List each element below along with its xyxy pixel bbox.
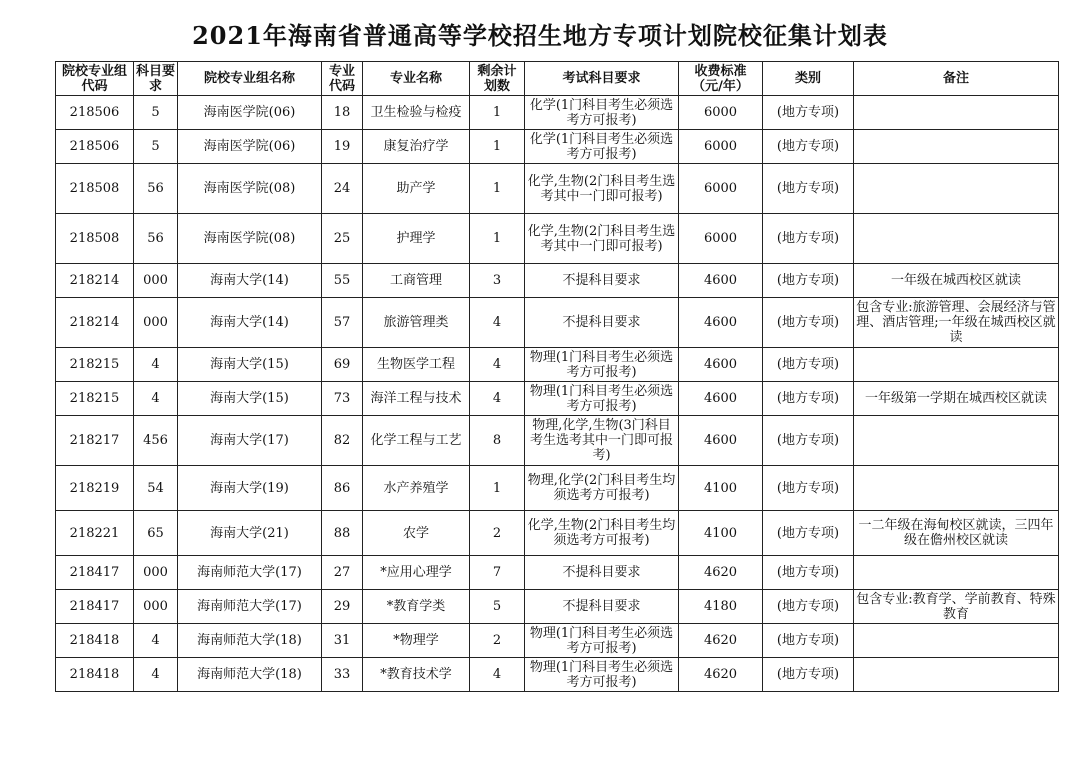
cell-fee: 4600: [679, 264, 763, 298]
col-header-exam-req: 考试科目要求: [525, 62, 679, 96]
plan-table: [55, 61, 1059, 692]
cell-group-name: 海南医学院(06): [178, 130, 322, 164]
table-row: [56, 466, 1059, 511]
cell-group-name: 海南医学院(06): [178, 96, 322, 130]
cell-remaining: 1: [470, 214, 525, 264]
cell-fee: 4600: [679, 348, 763, 382]
cell-remaining: 4: [470, 348, 525, 382]
cell-major-code: 86: [322, 466, 363, 511]
cell-subject-req: 000: [134, 556, 178, 590]
table-row: [56, 348, 1059, 382]
cell-subject-req: 4: [134, 348, 178, 382]
cell-note: 一年级在城西校区就读: [854, 264, 1059, 298]
table-row: [56, 164, 1059, 214]
cell-fee: 4100: [679, 466, 763, 511]
cell-exam-req: 不提科目要求: [525, 556, 679, 590]
col-header-major-name: 专业名称: [363, 62, 470, 96]
cell-subject-req: 4: [134, 624, 178, 658]
cell-note: 包含专业:教育学、学前教育、特殊教育: [854, 590, 1059, 624]
cell-major-name: 卫生检验与检疫: [363, 96, 470, 130]
col-header-fee: 收费标准（元/年）: [679, 62, 763, 96]
cell-subject-req: 56: [134, 214, 178, 264]
cell-fee: 6000: [679, 130, 763, 164]
cell-exam-req: 不提科目要求: [525, 298, 679, 348]
cell-group-name: 海南师范大学(17): [178, 590, 322, 624]
cell-fee: 4100: [679, 511, 763, 556]
cell-major-code: 82: [322, 416, 363, 466]
col-header-group-name: 院校专业组名称: [178, 62, 322, 96]
table-row: [56, 214, 1059, 264]
cell-fee: 6000: [679, 164, 763, 214]
cell-group-code: 218418: [56, 624, 134, 658]
cell-category: (地方专项): [763, 624, 854, 658]
cell-major-name: 护理学: [363, 214, 470, 264]
cell-exam-req: 不提科目要求: [525, 590, 679, 624]
table-row: [56, 264, 1059, 298]
cell-exam-req: 化学(1门科目考生必须选考方可报考): [525, 96, 679, 130]
cell-note: [854, 556, 1059, 590]
cell-category: (地方专项): [763, 96, 854, 130]
col-header-group-code: 院校专业组代码: [56, 62, 134, 96]
cell-group-code: 218221: [56, 511, 134, 556]
cell-fee: 4620: [679, 624, 763, 658]
cell-major-code: 57: [322, 298, 363, 348]
cell-major-code: 24: [322, 164, 363, 214]
cell-category: (地方专项): [763, 556, 854, 590]
cell-major-code: 31: [322, 624, 363, 658]
cell-group-code: 218508: [56, 214, 134, 264]
cell-remaining: 1: [470, 164, 525, 214]
cell-major-name: 工商管理: [363, 264, 470, 298]
cell-note: 一年级第一学期在城西校区就读: [854, 382, 1059, 416]
cell-fee: 4180: [679, 590, 763, 624]
cell-major-code: 25: [322, 214, 363, 264]
table-row: [56, 416, 1059, 466]
cell-fee: 4600: [679, 298, 763, 348]
cell-remaining: 2: [470, 511, 525, 556]
cell-note: 包含专业:旅游管理、会展经济与管理、酒店管理;一年级在城西校区就读: [854, 298, 1059, 348]
cell-note: [854, 164, 1059, 214]
cell-category: (地方专项): [763, 164, 854, 214]
cell-fee: 4620: [679, 658, 763, 692]
cell-group-name: 海南师范大学(18): [178, 658, 322, 692]
cell-major-code: 88: [322, 511, 363, 556]
table-row: [56, 382, 1059, 416]
cell-exam-req: 不提科目要求: [525, 264, 679, 298]
cell-major-code: 69: [322, 348, 363, 382]
cell-remaining: 4: [470, 382, 525, 416]
cell-subject-req: 000: [134, 264, 178, 298]
cell-major-name: *教育学类: [363, 590, 470, 624]
cell-category: (地方专项): [763, 298, 854, 348]
cell-major-code: 33: [322, 658, 363, 692]
table-header: [56, 62, 1059, 96]
cell-subject-req: 4: [134, 658, 178, 692]
cell-remaining: 1: [470, 96, 525, 130]
cell-note: [854, 348, 1059, 382]
cell-remaining: 1: [470, 130, 525, 164]
cell-group-code: 218508: [56, 164, 134, 214]
cell-fee: 4600: [679, 382, 763, 416]
cell-note: [854, 130, 1059, 164]
cell-exam-req: 物理,化学,生物(3门科目考生选考其中一门即可报考): [525, 416, 679, 466]
cell-subject-req: 000: [134, 590, 178, 624]
cell-fee: 6000: [679, 214, 763, 264]
cell-category: (地方专项): [763, 382, 854, 416]
cell-major-name: 农学: [363, 511, 470, 556]
cell-remaining: 3: [470, 264, 525, 298]
cell-group-name: 海南大学(15): [178, 382, 322, 416]
cell-major-name: 助产学: [363, 164, 470, 214]
cell-group-code: 218417: [56, 590, 134, 624]
table-row: [56, 96, 1059, 130]
table-row: [56, 556, 1059, 590]
cell-remaining: 4: [470, 658, 525, 692]
cell-major-code: 19: [322, 130, 363, 164]
cell-exam-req: 物理(1门科目考生必须选考方可报考): [525, 658, 679, 692]
cell-fee: 4600: [679, 416, 763, 466]
col-header-subject-req: 科目要求: [134, 62, 178, 96]
cell-group-name: 海南大学(14): [178, 264, 322, 298]
cell-group-code: 218219: [56, 466, 134, 511]
cell-note: [854, 416, 1059, 466]
cell-major-name: 生物医学工程: [363, 348, 470, 382]
cell-major-code: 55: [322, 264, 363, 298]
table-row: [56, 590, 1059, 624]
cell-subject-req: 54: [134, 466, 178, 511]
cell-subject-req: 56: [134, 164, 178, 214]
cell-category: (地方专项): [763, 590, 854, 624]
cell-group-code: 218215: [56, 348, 134, 382]
cell-remaining: 4: [470, 298, 525, 348]
cell-major-name: 水产养殖学: [363, 466, 470, 511]
cell-note: [854, 214, 1059, 264]
cell-remaining: 8: [470, 416, 525, 466]
cell-group-code: 218214: [56, 264, 134, 298]
cell-subject-req: 4: [134, 382, 178, 416]
cell-group-code: 218214: [56, 298, 134, 348]
cell-group-code: 218417: [56, 556, 134, 590]
cell-note: [854, 466, 1059, 511]
table-row: [56, 658, 1059, 692]
table-row: [56, 298, 1059, 348]
cell-major-name: *应用心理学: [363, 556, 470, 590]
cell-remaining: 7: [470, 556, 525, 590]
cell-category: (地方专项): [763, 658, 854, 692]
cell-note: [854, 96, 1059, 130]
cell-category: (地方专项): [763, 264, 854, 298]
cell-major-name: 化学工程与工艺: [363, 416, 470, 466]
cell-note: [854, 658, 1059, 692]
cell-group-name: 海南医学院(08): [178, 164, 322, 214]
col-header-note: 备注: [854, 62, 1059, 96]
cell-note: 一二年级在海甸校区就读，三四年级在儋州校区就读: [854, 511, 1059, 556]
cell-subject-req: 000: [134, 298, 178, 348]
cell-major-name: 海洋工程与技术: [363, 382, 470, 416]
table-row: [56, 624, 1059, 658]
cell-group-name: 海南师范大学(18): [178, 624, 322, 658]
table-row: [56, 130, 1059, 164]
cell-fee: 4620: [679, 556, 763, 590]
header-row: [56, 62, 1059, 96]
col-header-category: 类别: [763, 62, 854, 96]
cell-group-name: 海南医学院(08): [178, 214, 322, 264]
page-title: 2021年海南省普通高等学校招生地方专项计划院校征集计划表: [192, 21, 888, 50]
cell-exam-req: 化学(1门科目考生必须选考方可报考): [525, 130, 679, 164]
cell-category: (地方专项): [763, 416, 854, 466]
col-header-remaining: 剩余计划数: [470, 62, 525, 96]
cell-group-name: 海南师范大学(17): [178, 556, 322, 590]
cell-remaining: 2: [470, 624, 525, 658]
cell-group-code: 218506: [56, 130, 134, 164]
cell-category: (地方专项): [763, 511, 854, 556]
cell-exam-req: 物理(1门科目考生必须选考方可报考): [525, 348, 679, 382]
cell-group-name: 海南大学(15): [178, 348, 322, 382]
cell-group-code: 218217: [56, 416, 134, 466]
cell-major-code: 18: [322, 96, 363, 130]
cell-exam-req: 化学,生物(2门科目考生选考其中一门即可报考): [525, 164, 679, 214]
cell-fee: 6000: [679, 96, 763, 130]
cell-subject-req: 456: [134, 416, 178, 466]
table-row: [56, 511, 1059, 556]
cell-exam-req: 物理(1门科目考生必须选考方可报考): [525, 382, 679, 416]
cell-exam-req: 化学,生物(2门科目考生均须选考方可报考): [525, 511, 679, 556]
cell-group-code: 218215: [56, 382, 134, 416]
cell-exam-req: 物理,化学(2门科目考生均须选考方可报考): [525, 466, 679, 511]
cell-major-name: *教育技术学: [363, 658, 470, 692]
cell-category: (地方专项): [763, 348, 854, 382]
cell-subject-req: 5: [134, 130, 178, 164]
cell-category: (地方专项): [763, 130, 854, 164]
cell-group-name: 海南大学(14): [178, 298, 322, 348]
cell-note: [854, 624, 1059, 658]
cell-major-name: 旅游管理类: [363, 298, 470, 348]
cell-group-code: 218418: [56, 658, 134, 692]
cell-group-name: 海南大学(17): [178, 416, 322, 466]
cell-group-name: 海南大学(21): [178, 511, 322, 556]
cell-major-code: 73: [322, 382, 363, 416]
cell-remaining: 5: [470, 590, 525, 624]
cell-exam-req: 化学,生物(2门科目考生选考其中一门即可报考): [525, 214, 679, 264]
cell-exam-req: 物理(1门科目考生必须选考方可报考): [525, 624, 679, 658]
cell-group-code: 218506: [56, 96, 134, 130]
cell-category: (地方专项): [763, 214, 854, 264]
cell-major-name: 康复治疗学: [363, 130, 470, 164]
cell-subject-req: 65: [134, 511, 178, 556]
col-header-major-code: 专业代码: [322, 62, 363, 96]
cell-subject-req: 5: [134, 96, 178, 130]
cell-group-name: 海南大学(19): [178, 466, 322, 511]
table-body: [56, 96, 1059, 692]
cell-major-code: 29: [322, 590, 363, 624]
cell-major-code: 27: [322, 556, 363, 590]
cell-major-name: *物理学: [363, 624, 470, 658]
cell-category: (地方专项): [763, 466, 854, 511]
cell-remaining: 1: [470, 466, 525, 511]
